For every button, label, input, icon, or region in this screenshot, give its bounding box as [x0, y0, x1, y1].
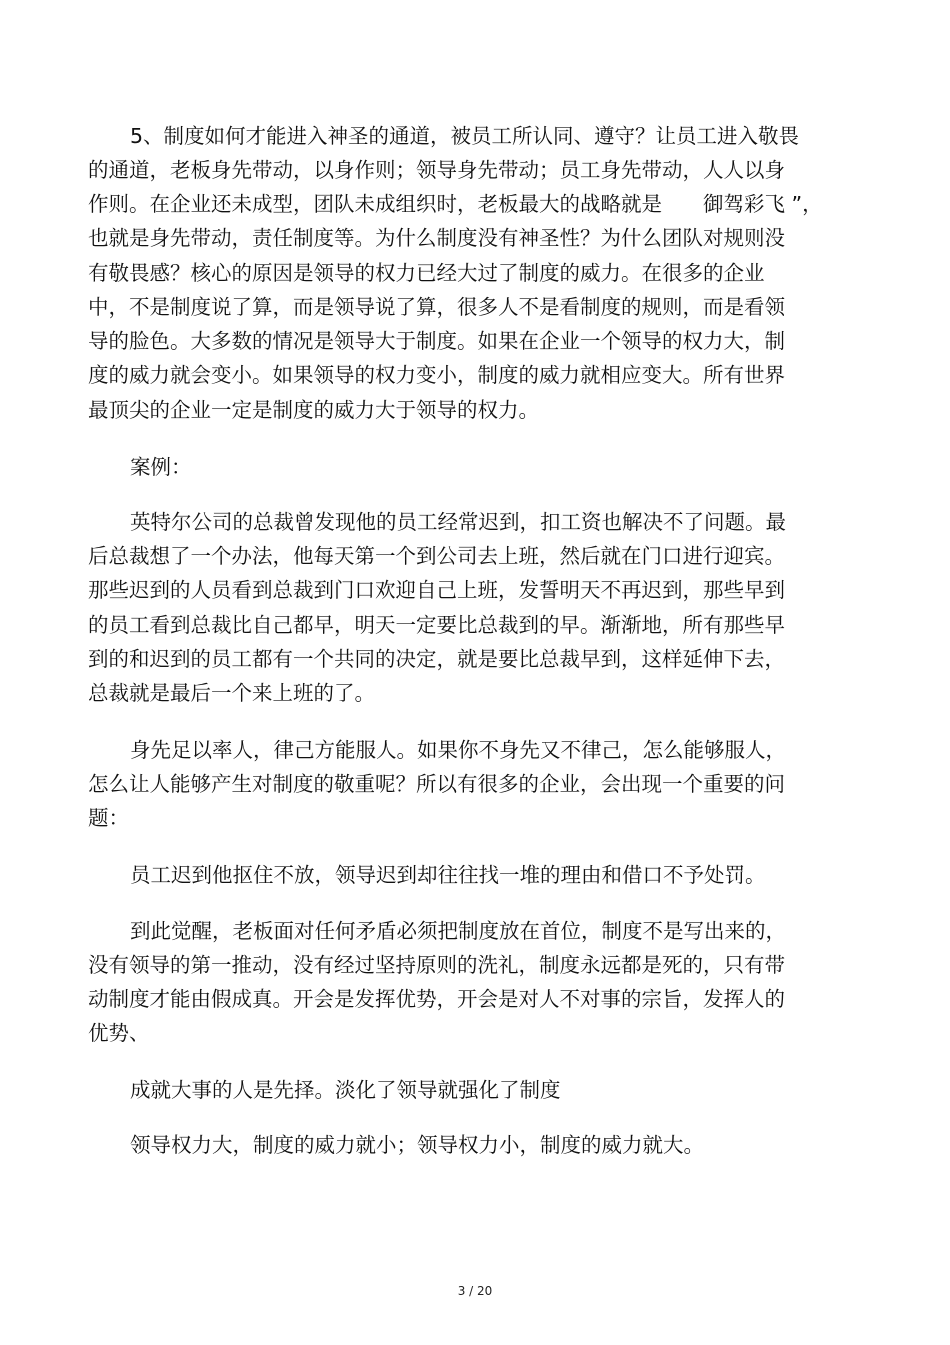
paragraph-1-line-5: 有敬畏感？核心的原因是领导的权力已经大过了制度的威力。在很多的企业	[88, 261, 765, 285]
paragraph-3-line-1: 英特尔公司的总裁曾发现他的员工经常迟到，扣工资也解决不了问题。最	[130, 510, 786, 534]
paragraph-1-line-3: 作则。在企业还未成型，团队未成组织时，老板最大的战略就是 御驾彩飞 ”，	[88, 192, 823, 216]
paragraph-5-line-1: 员工迟到他抠住不放，领导迟到却往往找一堆的理由和借口不予处罚。	[130, 863, 766, 887]
paragraph-4-line-2: 怎么让人能够产生对制度的敬重呢？所以有很多的企业，会出现一个重要的问	[88, 772, 785, 796]
paragraph-1-line-2: 的通道，老板身先带动，以身作则；领导身先带动；员工身先带动，人人以身	[88, 158, 785, 182]
paragraph-3-line-6: 总裁就是最后一个来上班的了。	[88, 681, 375, 705]
paragraph-3-line-5: 到的和迟到的员工都有一个共同的决定，就是要比总裁早到，这样延伸下去，	[88, 647, 785, 671]
paragraph-1-line-8: 度的威力就会变小。如果领导的权力变小，制度的威力就相应变大。所有世界	[88, 363, 785, 387]
paragraph-1-line-9: 最顶尖的企业一定是制度的威力大于领导的权力。	[88, 398, 539, 422]
paragraph-1-line-7: 导的脸色。大多数的情况是领导大于制度。如果在企业一个领导的权力大，制	[88, 329, 785, 353]
paragraph-3-line-2: 后总裁想了一个办法，他每天第一个到公司去上班，然后就在门口进行迎宾。	[88, 544, 785, 568]
paragraph-4-line-3: 题：	[88, 806, 129, 830]
case-heading: 案例：	[130, 455, 192, 479]
paragraph-1-line-4: 也就是身先带动，责任制度等。为什么制度没有神圣性？为什么团队对规则没	[88, 226, 785, 250]
paragraph-6-line-4: 优势、	[88, 1021, 150, 1045]
paragraph-6-line-3: 动制度才能由假成真。开会是发挥优势，开会是对人不对事的宗旨，发挥人的	[88, 987, 785, 1011]
paragraph-1-line-1: 5、制度如何才能进入神圣的通道，被员工所认同、遵守？让员工进入敬畏	[130, 124, 800, 148]
paragraph-6-line-1: 到此觉醒，老板面对任何矛盾必须把制度放在首位，制度不是写出来的，	[130, 919, 786, 943]
paragraph-3-line-3: 那些迟到的人员看到总裁到门口欢迎自己上班，发誓明天不再迟到，那些早到	[88, 578, 785, 602]
paragraph-1-line-6: 中，不是制度说了算，而是领导说了算，很多人不是看制度的规则，而是看领	[88, 295, 785, 319]
paragraph-8-line-1: 领导权力大，制度的威力就小；领导权力小，制度的威力就大。	[130, 1133, 704, 1157]
paragraph-3-line-4: 的员工看到总裁比自己都早，明天一定要比总裁到的早。渐渐地，所有那些早	[88, 613, 785, 637]
paragraph-7-line-1: 成就大事的人是先择。淡化了领导就强化了制度	[130, 1078, 561, 1102]
page-number: 3 / 20	[457, 1284, 493, 1298]
paragraph-4-line-1: 身先足以率人，律己方能服人。如果你不身先又不律己，怎么能够服人，	[130, 738, 786, 762]
paragraph-6-line-2: 没有领导的第一推动，没有经过坚持原则的洗礼，制度永远都是死的，只有带	[88, 953, 785, 977]
